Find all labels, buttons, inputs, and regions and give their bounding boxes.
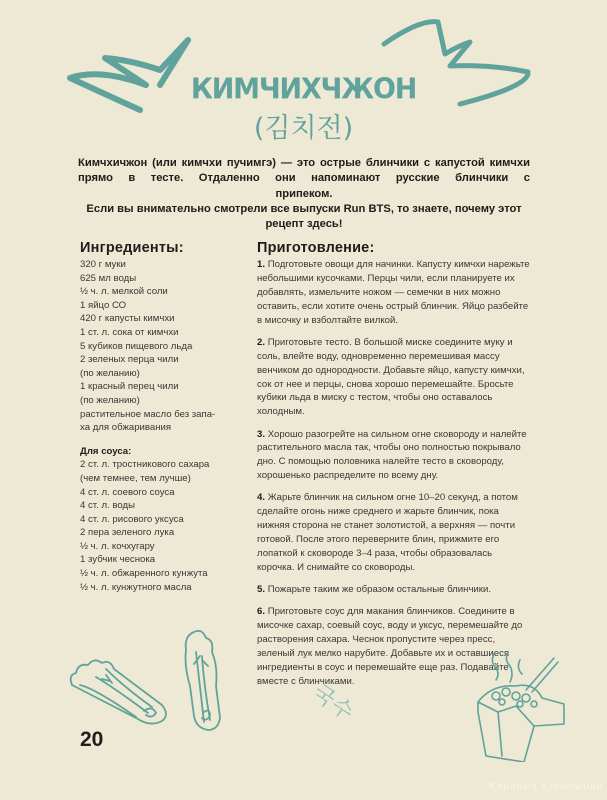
sauce-item: ½ ч. л. кунжутного масла [80,581,192,593]
preparation-step [257,336,530,419]
ingredient-item: 2 зеленых перца чили [80,354,179,366]
cabbage-illustration-left [66,655,176,735]
watermark: Жарнама Қухынында [486,781,603,792]
preparation-step [257,428,530,484]
preparation-step [257,491,530,574]
preparation-heading: Приготовление: [257,240,375,256]
step-number: 6. [257,606,266,618]
step-number: 2. [257,336,266,348]
step-number: 4. [257,492,266,504]
step-text: Приготовьте тесто. В большой миске соедините муку и соль, влейте воду, одновременно перемешивая массу венчиком до однородности. Добавьте яйцо, капусту кимчхи, сок от нее и перцы, снова хорошо перемешайте. Бросьте кубики льда в миску с тестом, чтобы оно оставалось холодным. [257,336,525,418]
ingredient-item: (по желанию) [80,394,140,406]
step-text: Жарьте блинчик на сильном огне 10–20 секунд, а потом сделайте огонь ниже среднего и жарьте блинчик, пока нижняя сторона не станет золотистой, а верхняя — почти готовой. После этого переверните блин, прижмите его лопаткой к сковороде 3–4 раза, чтобы образовалась корочка. И снимайте со сковороды. [257,492,518,574]
recipe-title: КИМЧИХЧЖОН [190,73,417,106]
intro-paragraph-1-end: припеком. [275,187,333,200]
step-number: 3. [257,428,266,440]
noodle-box-illustration [468,652,568,762]
korean-noodles-decoration: 국수 [307,680,359,727]
step-number: 5. [257,584,266,596]
sauce-item: 1 зубчик чеснока [80,554,156,566]
sauce-heading: Для соуса: [80,445,132,457]
sauce-item: 4 ст. л. воды [80,500,135,512]
step-text: Пожарьте таким же образом остальные блинчики. [267,584,492,596]
ingredient-item: ½ ч. л. мелкой соли [80,286,168,298]
page-number: 20 [80,728,104,751]
sauce-item: 4 ст. л. соевого соуса [80,486,175,498]
sauce-item: (чем темнее, тем лучше) [80,472,191,484]
ingredient-item: 320 г муки [80,259,126,270]
preparation-column [257,240,530,697]
ingredient-item: 1 яйцо СО [80,299,127,311]
sauce-ingredients-list [80,458,250,594]
ingredients-list [80,258,250,435]
ingredient-item: 420 г капусты кимчхи [80,313,175,325]
ingredients-heading: Ингредиенты: [80,240,184,256]
ingredient-item: 1 красный перец чили [80,381,179,393]
ingredient-item: 5 кубиков пищевого льда [80,340,193,352]
sauce-item: 4 ст. л. рисового уксуса [80,513,184,525]
ingredient-item: (по желанию) [80,367,140,379]
sauce-item: 2 ст. л. тростникового сахара [80,459,210,471]
sauce-item: ½ ч. л. обжаренного кунжута [80,568,208,580]
intro-paragraph-2-end: рецепт здесь! [265,218,343,231]
preparation-step [257,583,530,597]
cabbage-illustration-right [180,626,230,736]
intro-text [78,156,530,232]
sauce-item: 2 пера зеленого лука [80,527,175,539]
ingredient-item: 625 мл воды [80,272,137,284]
ingredients-column [80,240,250,594]
preparation-step [257,258,530,328]
sauce-item: ½ ч. л. кочхугару [80,540,155,552]
step-text: Хорошо разогрейте на сильном огне сковороду и налейте растительного масла так, чтобы оно полностью покрывало дно. С помощью половника налейте тесто в сковороду, хорошенько распределите по всему дну. [257,428,527,482]
ingredient-item: растительное масло без запа- [80,408,216,420]
step-text: Приготовьте соус для макания блинчиков. Соедините в мисочке сахар, соевый соус, воду и уксус, перемешайте до растворения сахара. Чеснок пропустите через пресс, зеленый лук мелко нарубите. Добавьте их и оставшиеся ингредиенты в соус и перемешайте еще раз. Подавайте вместе с блинчиками. [257,606,523,687]
intro-paragraph-1: Кимчхичжон (или кимчхи пучимгэ) — это острые блинчики с капустой кимчхи прямо в тесте. Отдаленно они напоминают русские блинчики с [78,157,530,185]
step-number: 1. [257,259,266,270]
intro-paragraph-2: Если вы внимательно смотрели все выпуски Run BTS, то знаете, почему этот [86,202,522,215]
ingredient-item: ха для обжаривания [80,422,172,434]
ingredient-item: 1 ст. л. сока от кимчхи [80,326,179,338]
recipe-korean-title: (김치전) [253,113,354,144]
step-text: Подготовьте овощи для начинки. Капусту кимчхи нарежьте небольшими кусочками. Перцы чили, если планируете их добавлять, измельчите ножом — семечки в них можно оставить, если хотите очень острый блинчик. Яйцо разбейте в мисочку и взболтайте вилкой. [257,259,530,326]
